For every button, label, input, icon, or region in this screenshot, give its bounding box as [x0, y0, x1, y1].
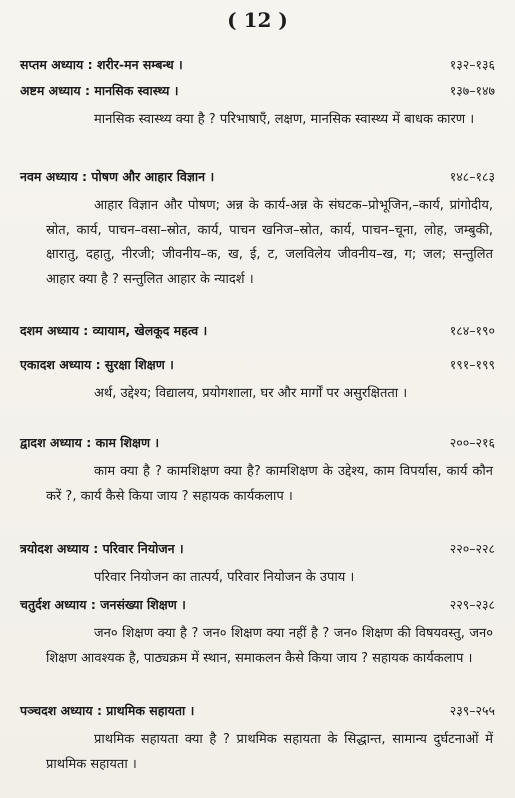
- chapter-summary: आहार विज्ञान और पोषण; अन्न के कार्य-अन्न के संघटक–प्रोभूजिन,–कार्य, प्रांगोदीय, स्रोत, कार्य, पाचन–वसा–स्रोत, कार्य, पाचन खनिज–स्रोत, कार्य, पाचन–चूना, लोह, जम्बुकी, क्षारातु, दहातु, नीरजी; जीवनीय–क, ख, ई, ट, जलविलेय जीवनीय–ख, ग; जल; सन्तुलित आहार क्या है ? सन्तुलित आहार के न्यादर्श ।: [46, 198, 493, 287]
- chapter-pages: १४८–१८३: [449, 169, 495, 184]
- chapter-summary: काम क्या है ? कामशिक्षण क्या है? कामशिक्षण के उद्देश्य, काम विपर्यास, कार्य कौन करें ?, कार्य कैसे किया जाय ? सहायक कार्यकलाप ।: [46, 464, 493, 504]
- chapter-pages: २२९–२३८: [449, 597, 495, 612]
- chapter-12: [0, 434, 515, 509]
- chapter-title: एकादश अध्याय : सुरक्षा शिक्षण ।: [20, 357, 174, 372]
- chapter-pages: १८४–१९०: [449, 323, 495, 338]
- chapter-title: दशम अध्याय : व्यायाम, खेलकूद महत्व ।: [20, 323, 208, 338]
- chapter-pages: १३७–१४७: [449, 83, 495, 98]
- chapter-14: [0, 596, 515, 671]
- chapter-title: चतुर्दश अध्याय : जनसंख्या शिक्षण ।: [20, 597, 186, 612]
- chapter-10: [0, 322, 515, 344]
- chapter-title: त्रयोदश अध्याय : परिवार नियोजन ।: [20, 541, 184, 556]
- chapter-13: [0, 540, 515, 591]
- chapter-7: [0, 56, 515, 78]
- page-number: ( 12 ): [227, 8, 288, 32]
- chapter-8: [0, 82, 515, 133]
- chapter-title: अष्टम अध्याय : मानसिक स्वास्थ्य ।: [20, 83, 179, 98]
- chapter-15: [0, 702, 515, 777]
- chapter-title: द्वादश अध्याय : काम शिक्षण ।: [20, 435, 160, 450]
- chapter-9: [0, 168, 515, 292]
- chapter-summary: जन० शिक्षण क्या है ? जन० शिक्षण क्या नहीं है ? जन० शिक्षण की विषयवस्तु, जन० शिक्षण आवश्यक है, पाठ्यक्रम में स्थान, समाकलन कैसे किया जाय ? सहायक कार्यकलाप ।: [46, 626, 493, 666]
- chapter-pages: १९१–१९९: [449, 357, 495, 372]
- chapter-title: नवम अध्याय : पोषण और आहार विज्ञान ।: [20, 169, 215, 184]
- chapter-pages: २२०–२२८: [449, 541, 495, 556]
- chapter-summary: मानसिक स्वास्थ्य क्या है ? परिभाषाएँ, लक्षण, मानसिक स्वास्थ्य में बाधक कारण ।: [94, 112, 475, 127]
- chapter-title: सप्तम अध्याय : शरीर-मन सम्बन्ध ।: [20, 57, 183, 72]
- chapter-pages: २००–२१६: [449, 435, 495, 450]
- chapter-summary: अर्थ, उद्देश्य; विद्यालय, प्रयोगशाला, घर और मार्गों पर असुरक्षितता ।: [94, 386, 408, 401]
- chapter-summary: प्राथमिक सहायता क्या है ? प्राथमिक सहायता के सिद्धान्त, सामान्य दुर्घटनाओं में प्राथमिक सहायता ।: [46, 732, 493, 772]
- chapter-summary: परिवार नियोजन का तात्पर्य, परिवार नियोजन के उपाय ।: [94, 570, 355, 585]
- chapter-pages: १३२–१३६: [449, 57, 495, 72]
- chapter-title: पञ्चदश अध्याय : प्राथमिक सहायता ।: [20, 703, 195, 718]
- chapter-11: [0, 356, 515, 407]
- chapter-pages: २३९–२५५: [449, 703, 495, 718]
